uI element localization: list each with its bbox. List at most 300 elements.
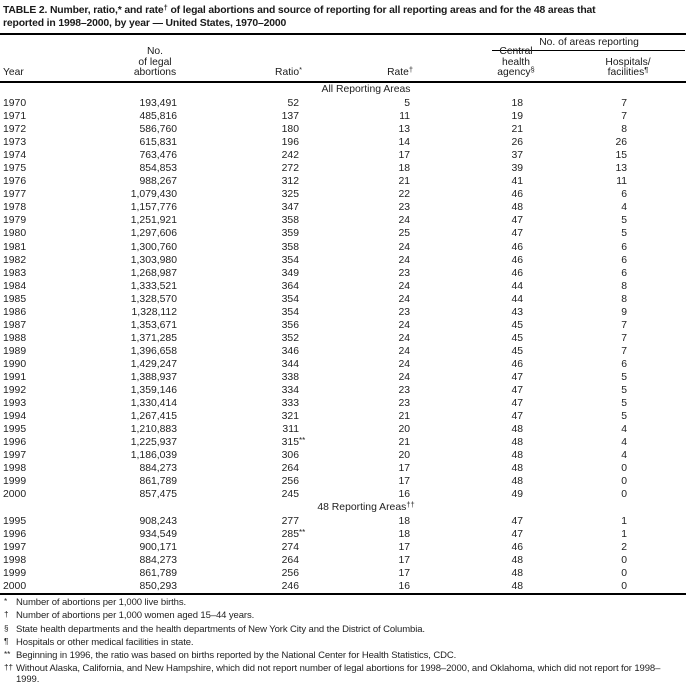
cell-central-health-agency: 48 (511, 581, 523, 593)
table-row (0, 449, 686, 462)
table-row (0, 397, 686, 410)
cell-rate: 24 (398, 358, 410, 370)
cell-hospitals-facilities: 8 (621, 293, 627, 305)
footnote-marker: ** (4, 649, 11, 659)
section-sign-superscript: § (530, 65, 535, 75)
cell-rate: 24 (398, 345, 410, 357)
cell-hospitals-facilities: 2 (621, 542, 627, 554)
cell-ratio: 137 (281, 111, 299, 123)
cell-no-of-legal-abortions: 1,225,937 (130, 437, 177, 449)
col-header-central-health-agency: Central health agency§ (497, 46, 535, 79)
cell-central-health-agency: 47 (511, 515, 523, 527)
cell-central-health-agency: 48 (511, 568, 523, 580)
footnote (0, 664, 686, 686)
cell-central-health-agency: 45 (511, 319, 523, 331)
cell-rate: 16 (398, 489, 410, 501)
cell-no-of-legal-abortions: 1,186,039 (130, 450, 177, 462)
cell-rate: 24 (398, 254, 410, 266)
table-row (0, 567, 686, 580)
cell-central-health-agency: 44 (511, 280, 523, 292)
cell-hospitals-facilities: 4 (621, 424, 627, 436)
cell-rate: 17 (398, 476, 410, 488)
cell-central-health-agency: 44 (511, 293, 523, 305)
cell-no-of-legal-abortions: 763,476 (139, 150, 177, 162)
table-row (0, 254, 686, 267)
cell-year: 1972 (3, 124, 27, 136)
cell-ratio: 264 (281, 463, 299, 475)
cell-hospitals-facilities: 15 (615, 150, 627, 162)
cell-ratio: 245 (281, 489, 299, 501)
cell-central-health-agency: 41 (511, 176, 523, 188)
table-row (0, 175, 686, 188)
cell-hospitals-facilities: 6 (621, 267, 627, 279)
cell-rate: 5 (404, 98, 410, 109)
cell-no-of-legal-abortions: 193,491 (139, 98, 177, 109)
cell-rate: 23 (398, 267, 410, 279)
cell-year: 1995 (3, 424, 27, 436)
cell-hospitals-facilities: 5 (621, 228, 627, 240)
cell-hospitals-facilities: 5 (621, 411, 627, 423)
cell-hospitals-facilities: 0 (621, 555, 627, 567)
table-row (0, 188, 686, 201)
cell-no-of-legal-abortions: 615,831 (139, 137, 177, 149)
cell-central-health-agency: 47 (511, 215, 523, 227)
cell-hospitals-facilities: 5 (621, 215, 627, 227)
cell-no-of-legal-abortions: 908,243 (139, 515, 177, 527)
cell-year: 1979 (3, 215, 27, 227)
cell-hospitals-facilities: 7 (621, 345, 627, 357)
cell-central-health-agency: 19 (511, 111, 523, 123)
cell-year: 1997 (3, 450, 27, 462)
cell-year: 1985 (3, 293, 27, 305)
cell-hospitals-facilities: 7 (621, 332, 627, 344)
cell-year: 1997 (3, 542, 27, 554)
cell-no-of-legal-abortions: 1,267,415 (130, 411, 177, 423)
cell-year: 1970 (3, 98, 27, 109)
cell-hospitals-facilities: 6 (621, 254, 627, 266)
cell-no-of-legal-abortions: 1,157,776 (130, 202, 177, 214)
table-row (0, 436, 686, 449)
cell-no-of-legal-abortions: 1,303,980 (130, 254, 177, 266)
cell-central-health-agency: 46 (511, 241, 523, 253)
section-heading: All Reporting Areas (321, 84, 411, 95)
cell-no-of-legal-abortions: 1,333,521 (130, 280, 177, 292)
cell-central-health-agency: 48 (511, 463, 523, 475)
cell-year: 1973 (3, 137, 27, 149)
cell-ratio: 354 (281, 293, 299, 305)
cell-ratio: 356 (281, 319, 299, 331)
cell-ratio: 52 (287, 98, 299, 109)
cell-central-health-agency: 48 (511, 555, 523, 567)
footnote-text: Without Alaska, California, and New Hampshire, which did not report number of legal abortions for 1998–2000, and Oklahoma, which did not report for 1998–1999. (16, 663, 661, 685)
cell-rate: 23 (398, 398, 410, 410)
pilcrow-superscript: ¶ (644, 65, 649, 75)
table-row (0, 475, 686, 488)
cell-rate: 17 (398, 555, 410, 567)
cell-ratio: 333 (281, 398, 299, 410)
table-row (0, 371, 686, 384)
cell-year: 1978 (3, 202, 27, 214)
cell-hospitals-facilities: 6 (621, 358, 627, 370)
cell-no-of-legal-abortions: 861,789 (139, 476, 177, 488)
footnote (0, 651, 686, 662)
cell-no-of-legal-abortions: 1,429,247 (130, 358, 177, 370)
table-row (0, 267, 686, 280)
cell-year: 1995 (3, 515, 27, 527)
cell-year: 1987 (3, 319, 27, 331)
cell-ratio: 354 (281, 254, 299, 266)
col-header-ratio: Ratio* (275, 65, 302, 79)
cell-rate: 17 (398, 542, 410, 554)
cell-central-health-agency: 48 (511, 450, 523, 462)
double-asterisk-superscript: ** (299, 528, 306, 537)
cell-year: 1982 (3, 254, 27, 266)
cell-hospitals-facilities: 8 (621, 280, 627, 292)
cell-hospitals-facilities: 13 (615, 163, 627, 175)
cell-rate: 20 (398, 424, 410, 436)
cell-no-of-legal-abortions: 934,549 (139, 529, 177, 540)
table-title-line-2: reported in 1998–2000, by year — United States, 1970–2000 (3, 18, 287, 29)
cell-rate: 23 (398, 202, 410, 214)
dagger-superscript: † (408, 65, 413, 75)
table-row (0, 293, 686, 306)
cell-year: 1993 (3, 398, 27, 410)
cell-central-health-agency: 46 (511, 254, 523, 266)
table-body (0, 83, 686, 593)
cell-central-health-agency: 21 (511, 124, 523, 136)
cell-no-of-legal-abortions: 1,268,987 (130, 267, 177, 279)
table-row (0, 241, 686, 254)
cell-year: 1998 (3, 463, 27, 475)
double-asterisk-superscript: ** (299, 436, 306, 446)
cell-hospitals-facilities: 0 (621, 463, 627, 475)
cell-no-of-legal-abortions: 988,267 (139, 176, 177, 188)
table-row (0, 214, 686, 227)
cell-hospitals-facilities: 6 (621, 241, 627, 253)
cell-hospitals-facilities: 5 (621, 385, 627, 397)
spanner-no-of-areas-reporting: No. of areas reporting (539, 37, 639, 48)
cell-rate: 17 (398, 463, 410, 475)
cell-ratio: 196 (281, 137, 299, 149)
cell-hospitals-facilities: 7 (621, 98, 627, 109)
cell-central-health-agency: 48 (511, 437, 523, 449)
cell-ratio: 256 (281, 568, 299, 580)
cell-central-health-agency: 48 (511, 424, 523, 436)
cell-year: 1991 (3, 371, 27, 383)
cell-year: 2000 (3, 489, 27, 501)
cell-no-of-legal-abortions: 1,079,430 (130, 189, 177, 201)
cell-rate: 21 (398, 176, 410, 188)
footnote-text: Hospitals or other medical facilities in state. (16, 636, 194, 648)
cell-ratio: 352 (281, 332, 299, 344)
cell-rate: 17 (398, 568, 410, 580)
cell-rate: 21 (398, 437, 410, 449)
cell-ratio: 359 (281, 228, 299, 240)
table-row (0, 201, 686, 214)
table-row (0, 136, 686, 149)
cell-central-health-agency: 49 (511, 489, 523, 501)
cell-rate: 13 (398, 124, 410, 136)
cell-no-of-legal-abortions: 1,328,112 (131, 306, 177, 318)
cell-year: 1996 (3, 437, 27, 449)
table-row (0, 462, 686, 475)
section-heading: 48 Reporting Areas†† (317, 500, 415, 514)
cell-no-of-legal-abortions: 857,475 (139, 489, 177, 501)
cell-year: 1981 (3, 241, 27, 253)
cell-rate: 24 (398, 241, 410, 253)
cell-hospitals-facilities: 7 (621, 111, 627, 123)
cell-hospitals-facilities: 5 (621, 371, 627, 383)
table-row (0, 515, 686, 528)
cell-hospitals-facilities: 4 (621, 202, 627, 214)
cell-ratio: 285 ** (281, 528, 306, 540)
cell-central-health-agency: 45 (511, 345, 523, 357)
cell-rate: 24 (398, 332, 410, 344)
cell-central-health-agency: 48 (511, 202, 523, 214)
cell-no-of-legal-abortions: 1,300,760 (130, 241, 177, 253)
cell-no-of-legal-abortions: 900,171 (139, 542, 177, 554)
cell-year: 1990 (3, 358, 27, 370)
cell-rate: 16 (398, 581, 410, 593)
cell-central-health-agency: 48 (511, 476, 523, 488)
table-column-headers (0, 35, 686, 81)
dagger-superscript: † (163, 3, 168, 12)
col-header-rate: Rate† (387, 65, 413, 79)
cell-no-of-legal-abortions: 884,273 (139, 555, 177, 567)
table-row (0, 541, 686, 554)
cell-central-health-agency: 47 (511, 398, 523, 410)
col-header-hospitals-facilities: Hospitals/ facilities¶ (605, 56, 651, 79)
cell-rate: 24 (398, 371, 410, 383)
cell-central-health-agency: 47 (511, 411, 523, 423)
cell-ratio: 346 (281, 345, 299, 357)
cell-ratio: 180 (281, 124, 299, 136)
cell-ratio: 354 (281, 306, 299, 318)
cell-year: 1999 (3, 568, 27, 580)
cell-ratio: 311 (282, 424, 299, 436)
col-header-no-of-legal-abortions: No. of legal abortions (133, 46, 177, 79)
cell-hospitals-facilities: 0 (621, 568, 627, 580)
footnote-text: State health departments and the health departments of New York City and the District of Columbia. (16, 623, 425, 635)
cell-rate: 24 (398, 280, 410, 292)
cell-ratio: 246 (281, 581, 299, 593)
cell-year: 1975 (3, 163, 27, 175)
cell-year: 1980 (3, 228, 27, 240)
cell-year: 2000 (3, 581, 27, 593)
cell-ratio: 358 (281, 241, 299, 253)
table-row (0, 280, 686, 293)
table-row (0, 423, 686, 436)
table-title (0, 0, 686, 30)
cell-no-of-legal-abortions: 1,328,570 (130, 293, 177, 305)
cell-ratio: 349 (281, 267, 299, 279)
cell-central-health-agency: 47 (511, 371, 523, 383)
cell-ratio: 306 (281, 450, 299, 462)
cell-hospitals-facilities: 4 (621, 437, 627, 449)
cell-no-of-legal-abortions: 1,396,658 (130, 345, 177, 357)
footnote-marker: †† (4, 663, 14, 673)
col-header-year: Year (3, 67, 24, 79)
cell-rate: 20 (398, 450, 410, 462)
cell-no-of-legal-abortions: 1,353,671 (130, 319, 177, 331)
cell-rate: 21 (398, 411, 410, 423)
table-title-line-1: TABLE 2. Number, ratio,* and rate† of legal abortions and source of reporting for all reporting areas and for the 48 areas that (3, 3, 596, 16)
table-row (0, 580, 686, 593)
table-row (0, 110, 686, 123)
cell-no-of-legal-abortions: 485,816 (139, 111, 177, 123)
table-row (0, 345, 686, 358)
footnote (0, 598, 686, 609)
cell-ratio: 264 (281, 555, 299, 567)
table-row (0, 332, 686, 345)
cell-ratio: 272 (281, 163, 299, 175)
table-row (0, 319, 686, 332)
cell-year: 1976 (3, 176, 27, 188)
cell-year: 1984 (3, 280, 27, 292)
cell-ratio: 347 (281, 202, 299, 214)
table-row (0, 410, 686, 423)
table-row (0, 384, 686, 397)
cell-ratio: 277 (281, 515, 299, 527)
cell-hospitals-facilities: 0 (621, 581, 627, 593)
cell-rate: 14 (398, 137, 410, 149)
cell-year: 1989 (3, 345, 27, 357)
cell-no-of-legal-abortions: 1,210,883 (130, 424, 177, 436)
cell-rate: 24 (398, 293, 410, 305)
cell-hospitals-facilities: 26 (615, 137, 627, 149)
cell-ratio: 274 (281, 542, 299, 554)
footnote (0, 625, 686, 636)
cell-no-of-legal-abortions: 1,359,146 (130, 385, 177, 397)
cell-no-of-legal-abortions: 850,293 (139, 581, 177, 593)
cell-rate: 24 (398, 215, 410, 227)
cell-hospitals-facilities: 0 (621, 489, 627, 501)
cell-no-of-legal-abortions: 1,297,606 (130, 228, 177, 240)
cell-no-of-legal-abortions: 861,789 (139, 568, 177, 580)
table-row (0, 227, 686, 240)
cell-year: 1992 (3, 385, 27, 397)
cell-ratio: 334 (281, 385, 299, 397)
cell-rate: 22 (398, 189, 410, 201)
footnote-marker: § (4, 623, 9, 633)
cell-hospitals-facilities: 4 (621, 450, 627, 462)
footnote-marker: ¶ (4, 636, 9, 646)
cell-ratio: 315 ** (281, 436, 306, 449)
table-row (0, 149, 686, 162)
table-row (0, 528, 686, 541)
cell-rate: 18 (398, 163, 410, 175)
cell-hospitals-facilities: 6 (621, 189, 627, 201)
cell-central-health-agency: 18 (511, 98, 523, 109)
table-row (0, 554, 686, 567)
cell-ratio: 364 (281, 280, 299, 292)
cell-central-health-agency: 37 (511, 150, 523, 162)
cell-rate: 18 (398, 529, 410, 540)
cell-ratio: 344 (281, 358, 299, 370)
table-row (0, 123, 686, 136)
cell-central-health-agency: 45 (511, 332, 523, 344)
footnote-text: Number of abortions per 1,000 women aged 15–44 years. (16, 610, 255, 622)
footnote-text: Beginning in 1996, the ratio was based on births reported by the National Center for Health Statistics, CDC. (16, 649, 457, 661)
cell-central-health-agency: 47 (511, 385, 523, 397)
cell-no-of-legal-abortions: 1,330,414 (130, 398, 177, 410)
cell-central-health-agency: 47 (511, 529, 523, 540)
cell-ratio: 321 (281, 411, 299, 423)
cell-year: 1988 (3, 332, 27, 344)
cell-ratio: 242 (281, 150, 299, 162)
footnote-marker: * (4, 597, 8, 607)
cell-rate: 23 (398, 306, 410, 318)
cell-central-health-agency: 46 (511, 542, 523, 554)
cell-year: 1974 (3, 150, 27, 162)
cell-no-of-legal-abortions: 1,371,285 (130, 332, 177, 344)
cell-rate: 24 (398, 319, 410, 331)
double-dagger-superscript: †† (406, 500, 415, 510)
cell-ratio: 338 (281, 371, 299, 383)
cell-rate: 17 (398, 150, 410, 162)
cell-rate: 23 (398, 385, 410, 397)
cell-rate: 18 (398, 515, 410, 527)
cell-ratio: 358 (281, 215, 299, 227)
cell-hospitals-facilities: 9 (621, 306, 627, 318)
cell-hospitals-facilities: 0 (621, 476, 627, 488)
cell-no-of-legal-abortions: 586,760 (139, 124, 177, 136)
cell-hospitals-facilities: 8 (621, 124, 627, 136)
table-row (0, 306, 686, 319)
cell-rate: 11 (399, 111, 410, 123)
cell-hospitals-facilities: 5 (621, 398, 627, 410)
asterisk-superscript: * (299, 65, 302, 75)
cell-central-health-agency: 39 (511, 163, 523, 175)
cell-year: 1986 (3, 306, 27, 318)
cell-central-health-agency: 46 (511, 267, 523, 279)
table-row (0, 358, 686, 371)
cell-central-health-agency: 43 (511, 306, 523, 318)
cell-no-of-legal-abortions: 854,853 (139, 163, 177, 175)
footnotes (0, 595, 686, 686)
table-row (0, 97, 686, 110)
footnote (0, 638, 686, 649)
cell-hospitals-facilities: 11 (616, 176, 627, 188)
cell-year: 1998 (3, 555, 27, 567)
cell-ratio: 325 (281, 189, 299, 201)
cell-central-health-agency: 26 (511, 137, 523, 149)
cell-hospitals-facilities: 7 (621, 319, 627, 331)
cell-year: 1994 (3, 411, 27, 423)
cell-central-health-agency: 46 (511, 189, 523, 201)
cell-ratio: 312 (281, 176, 299, 188)
cell-year: 1999 (3, 476, 27, 488)
footnote (0, 611, 686, 622)
cell-central-health-agency: 47 (511, 228, 523, 240)
cell-ratio: 256 (281, 476, 299, 488)
cell-year: 1996 (3, 529, 27, 540)
table-row (0, 162, 686, 175)
cell-no-of-legal-abortions: 1,251,921 (130, 215, 177, 227)
cell-hospitals-facilities: 1 (621, 515, 627, 527)
table-row (0, 488, 686, 501)
cell-year: 1977 (3, 189, 27, 201)
cell-year: 1983 (3, 267, 27, 279)
cell-no-of-legal-abortions: 1,388,937 (130, 371, 177, 383)
cell-no-of-legal-abortions: 884,273 (139, 463, 177, 475)
footnote-marker: † (4, 610, 9, 620)
cell-hospitals-facilities: 1 (621, 529, 627, 540)
footnote-text: Number of abortions per 1,000 live births. (16, 597, 187, 609)
cell-central-health-agency: 46 (511, 358, 523, 370)
cell-rate: 25 (398, 228, 410, 240)
cell-year: 1971 (3, 111, 27, 123)
